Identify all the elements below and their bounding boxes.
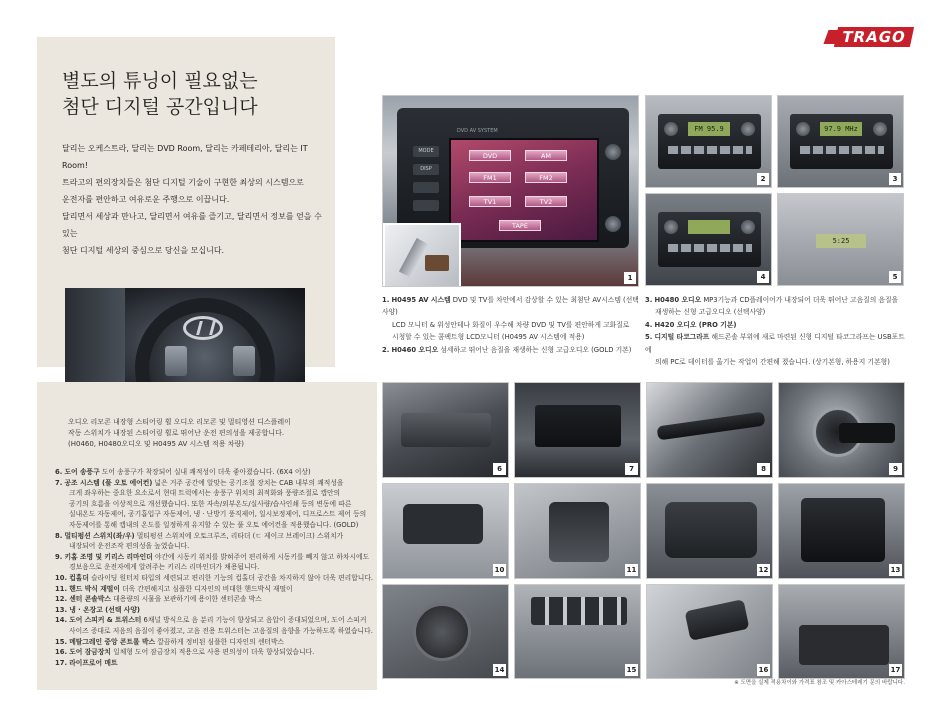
photo-number: 6 [493, 463, 506, 475]
feature-text: 슬라이딩 원터치 타입의 세련되고 편리한 기능의 컵홀더 공간을 차지하지 않아 더욱 편리합니다. [88, 573, 374, 582]
right-remote-buttons [233, 346, 255, 376]
footnote: ※ 도면을 실제 적용차이와 가격표 참조 및 카아스테레기 문의 바랍니다. [734, 680, 905, 686]
spec-line [645, 306, 907, 318]
feature-text: 야간에 시동키 위치를 밝혀주어 편리하게 시동키를 빼지 않고 하차시에도 [152, 552, 370, 561]
feature-number: 8. [55, 531, 63, 540]
photo-number: 3 [889, 173, 901, 185]
feature-text: 크게 좌우하는 중요한 요소로서 현대 트럭에서는 송풍구 위치의 최적화와 풍량조절로 캡안의 [69, 489, 341, 498]
feature-text: 공기의 흐름을 이상적으로 개선했습니다. 또한 자속/외부온도/실사량/습사인쇄 등의 변동에 따른 [69, 499, 352, 508]
feature-number: 16. [55, 648, 68, 657]
spec-line [645, 331, 907, 356]
radio-display: FM 95.9 [688, 122, 730, 136]
tune-knob-icon [741, 122, 755, 136]
switch-row-shape [531, 597, 627, 625]
fridge-shape [801, 498, 885, 562]
photo-number: 5 [889, 271, 901, 283]
feature-text: 경보음으로 운전자에게 알려주는 키리스 리마인더가 채용됩니다. [69, 563, 260, 572]
spec-title: H420 오디오 (PRO 기본) [654, 320, 737, 329]
tune-knob-icon [873, 122, 887, 136]
photo-number: 16 [758, 666, 769, 674]
spec-line [645, 356, 907, 368]
volume-knob-icon [796, 122, 810, 136]
feature-title: 도어 스피커 & 트위스터 [69, 616, 142, 625]
spec-line [382, 294, 640, 319]
feature-list [55, 467, 385, 668]
spec-text: 섬세하고 뛰어난 음질을 재생하는 신형 고급오디오 (GOLD 기본) [438, 345, 632, 354]
spec-number: 1. [382, 296, 390, 304]
stalk-shape [657, 412, 766, 441]
feature-item [55, 531, 385, 542]
feature-item [55, 658, 385, 669]
feature-number: 15. [55, 637, 68, 646]
photo-door-vent [382, 382, 509, 478]
feature-text: 멀티펑션 스위치에 오토크루즈, 리타더 (ㄷ 제이크 브레이크) 스위치가 [134, 531, 344, 540]
feature-item [55, 509, 385, 520]
logo-text: TRAGO [834, 27, 914, 47]
preset-keys [668, 146, 752, 154]
feature-item [55, 584, 385, 595]
lcd-antenna-inset-photo [383, 223, 461, 287]
preset-keys [800, 146, 884, 154]
photo-number: 9 [889, 463, 902, 475]
photo-center-console [646, 483, 773, 579]
spec-line [645, 319, 907, 331]
feature-text: 자동제어를 통해 캡내의 온도를 일정하게 유지할 수 있는 풀 오토 에어컨을 적용했습니다. (GOLD) [69, 520, 359, 529]
feature-item [55, 605, 385, 616]
aircon-panel-shape [535, 405, 621, 447]
feature-text: 더욱 간편해지고 심플한 디자인의 비대한 핸드박식 재떨이 [119, 584, 293, 593]
screen-button-dvd: DVD [469, 150, 511, 161]
photo-h420-audio [645, 193, 772, 286]
hyundai-emblem-icon [183, 316, 223, 340]
screen-button-tv2: TV2 [525, 196, 567, 207]
trago-logo [826, 27, 912, 47]
photo-floor-mat [778, 584, 905, 679]
photo-h0480-audio [777, 95, 904, 188]
feature-item [55, 626, 385, 637]
feature-title: 라이프로어 매트 [69, 658, 118, 667]
spec-line [645, 294, 907, 306]
spec-title: H0495 AV 시스템 [391, 296, 451, 304]
cup-holder-shape [403, 504, 483, 544]
feature-number: 7. [55, 478, 63, 487]
mat-shape [799, 625, 889, 665]
screen-button-am: AM [525, 150, 567, 161]
spec-text: LCD 모니터 & 위성안테나 화질이 우수해 차량 DVD 및 TV를 편안하게 고화질로 [392, 320, 630, 329]
spec-number: 5. [645, 333, 653, 342]
photo-ashtray [514, 483, 641, 579]
feature-title: 멀티펑션 스위치(좌/우) [64, 531, 135, 540]
left-remote-buttons [165, 346, 187, 376]
spec-number: 2. [382, 345, 390, 354]
feature-number: 14. [55, 616, 68, 625]
tune-knob-icon [741, 220, 755, 234]
spec-title: H0480 오디오 [654, 296, 702, 304]
feature-title: 도어 잠금장치 [69, 648, 111, 657]
spec-list-right [645, 294, 907, 368]
photo-number: 2 [757, 173, 769, 185]
photo-number: 14 [494, 666, 505, 674]
feature-title: 센터 콘솔박스 [69, 595, 111, 604]
photo-number: 15 [626, 666, 637, 674]
preset-keys [668, 244, 752, 252]
key-icon [839, 423, 895, 443]
photo-auto-aircon [514, 382, 641, 478]
photo-h0460-audio [645, 95, 772, 188]
feature-item [55, 488, 385, 499]
intro-line: 달리면서 세상과 만나고, 달리면서 여유를 즐기고, 달리면서 정보를 얻을 수 있는 [62, 212, 322, 238]
tachograph-display: 5:25 [816, 234, 866, 248]
intro-paragraph [62, 140, 332, 259]
spec-text: 해드콘솔 부위에 새로 마련된 신형 디지털 타코그라프는 USB포트에 [645, 333, 905, 354]
photo-number: 4 [757, 271, 769, 283]
door-panel-shape [401, 413, 491, 447]
intro-line: 운전자를 편안하고 여유로운 주행으로 이끕니다. [62, 195, 230, 204]
feature-item [55, 520, 385, 531]
spec-text: DVD 및 TV를 차안에서 감상할 수 있는 최첨단 AV시스템 (선택사양) [382, 296, 639, 317]
feature-title: 도어 송풍구 [64, 468, 100, 476]
intro-line: 첨단 디지털 세상의 중심으로 당신을 모십니다. [62, 246, 225, 255]
feature-title: 컵홀더 [69, 573, 89, 582]
photo-refrigerator [778, 483, 905, 579]
photo-number: 10 [494, 566, 505, 574]
feature-item [55, 594, 385, 605]
photo-metal-control-box [514, 584, 641, 679]
feature-item [55, 637, 385, 648]
feature-item [55, 478, 385, 489]
feature-text: 사이즈 증대로 저음의 음질이 좋아졌고, 고음 전용 트위스터는 고음질의 음향을 가능하도록 하였습니다. [69, 626, 373, 635]
feature-item [55, 562, 385, 573]
feature-text: 내장되어 운전조작 편의성을 높였습니다. [69, 542, 190, 551]
feature-number: 11. [55, 584, 68, 593]
screen-button-fm2: FM2 [525, 172, 567, 183]
photo-digital-tachograph [777, 193, 904, 286]
caption-line: 작동 스위치가 내장된 스티어링 휠로 뛰어난 운전 편의성을 제공합니다. [68, 429, 285, 437]
photo-door-lock [646, 584, 773, 679]
feature-title: 냉 · 온장고 (선택 사양) [69, 605, 141, 614]
av-key-mode: MODE [413, 146, 439, 157]
feature-title: 메탈그레인 중앙 콘트롤 박스 [69, 637, 156, 646]
radio-unit [790, 114, 893, 169]
photo-av-system [382, 95, 639, 287]
feature-title: 핸드 박식 재떨이 [69, 584, 120, 593]
photo-number: 13 [890, 566, 901, 574]
spec-list-left [382, 294, 640, 356]
radio-display: 97.9 MHz [820, 122, 862, 136]
feature-number: 12. [55, 595, 68, 604]
feature-number: 17. [55, 658, 68, 667]
av-key [413, 200, 439, 211]
feature-item [55, 615, 385, 626]
spec-number: 3. [645, 296, 653, 304]
feature-item [55, 647, 385, 658]
feature-text: 도어 송풍구가 착장되어 실내 쾌적성이 더욱 좋아졌습니다. (6X4 이상) [99, 468, 311, 476]
spec-line [382, 344, 640, 356]
spec-title: H0460 오디오 [391, 345, 439, 354]
spec-number: 4. [645, 320, 653, 329]
radio-display [688, 220, 730, 234]
feature-title: 키홈 조명 및 키리스 리마인더 [64, 552, 153, 561]
photo-number: 1 [624, 272, 636, 284]
photo-number: 12 [758, 566, 769, 574]
feature-number: 6. [55, 468, 63, 476]
feature-number: 9. [55, 552, 63, 561]
photo-number: 11 [626, 566, 637, 574]
feature-item [55, 467, 385, 478]
av-knob-icon [605, 144, 621, 160]
feature-item [55, 573, 385, 584]
console-box-shape [665, 502, 757, 558]
volume-knob-icon [664, 122, 678, 136]
feature-item [55, 499, 385, 510]
feature-title: 공조 시스템 (풀 오토 에어컨) [64, 478, 153, 487]
volume-knob-icon [664, 220, 678, 234]
screen-button-tv1: TV1 [469, 196, 511, 207]
av-knob-icon [605, 216, 621, 232]
photo-number: 17 [890, 666, 901, 674]
spec-text: 의해 PC로 데이터를 옮기는 작업이 간편해 졌습니다. (상기본형, 하용지 기본형) [655, 358, 890, 367]
photo-cup-holder [382, 483, 509, 579]
photo-door-speaker [382, 584, 509, 679]
feature-text: 깔끔하게 정비된 심플한 디자인의 센터박스 [155, 637, 285, 646]
radio-unit [658, 114, 761, 169]
caption-line: 오디오 리모콘 내장형 스티어링 휠 오디오 리모콘 및 멀티영션 디스플레이 [68, 418, 291, 426]
feature-text: 대용량의 시물을 보관하기에 용이한 센터콘솔 박스 [110, 595, 262, 604]
radio-unit [658, 212, 761, 267]
intro-line: 달리는 오케스트라, 달리는 DVD Room, 달리는 카페테리아, 달리는 IT Room! [62, 144, 308, 170]
page-headline [62, 68, 322, 120]
av-key-disp: DISP [413, 164, 439, 175]
screen-button-fm1: FM1 [469, 172, 511, 183]
feature-number: 13. [55, 605, 68, 614]
caption-line: (H0460, H0480오디오 및 H0495 AV 시스템 적용 차량) [68, 440, 245, 448]
photo-key-light [778, 382, 905, 478]
feature-text: 실내온도 자동제어, 공기흡입구 자동제어, 냉 · 난방기 풍직제어, 일시보정제어, 디프로스트 제어 등의 [69, 510, 367, 519]
screen-button-tape: TAPE [499, 220, 541, 231]
spec-text: 시청할 수 있는 콤팩트형 LCD모니터 (H0495 AV 시스템에 적용) [392, 333, 585, 342]
feature-text: 6채널 방식으로 음 분리 기능이 향상되고 음압이 증대되었으며, 도어 스피커 [141, 616, 367, 625]
feature-text: 넓은 거주 공간에 알맞는 공기조절 장치는 CAB 내부의 쾌적성을 [152, 478, 344, 487]
ashtray-shape [549, 502, 609, 562]
steering-caption [68, 417, 308, 450]
av-key [413, 182, 439, 193]
photo-number: 8 [757, 463, 770, 475]
spec-line [382, 319, 640, 331]
speaker-icon [413, 603, 471, 661]
intro-line: 트라고의 편의장치들은 첨단 디지털 기술이 구현한 최상의 시스템으로 [62, 178, 304, 187]
feature-item [55, 541, 385, 552]
photo-number: 7 [625, 463, 638, 475]
av-brand-text: DVD AV SYSTEM [457, 128, 498, 134]
av-touch-screen [449, 138, 599, 242]
headline-line-1: 별도의 튜닝이 필요없는 [62, 70, 258, 92]
spec-text: 재생하는 신형 고급오디오 (선택사양) [655, 308, 766, 317]
feature-text: 일체형 도어 잠금장치 적용으로 사용 편의성이 더욱 향상되었습니다. [110, 648, 315, 657]
spec-line [382, 331, 640, 343]
headline-line-2: 첨단 디지털 공간입니다 [62, 96, 258, 118]
spec-title: 디지털 타코그라프 [654, 333, 710, 342]
photo-multifunction-switch [646, 382, 773, 478]
door-handle-shape [685, 599, 750, 641]
feature-number: 10. [55, 573, 68, 582]
feature-item [55, 552, 385, 563]
spec-text: MP3기능과 CD플레이어가 내장되어 더욱 뛰어난 고음질의 음질을 [701, 296, 899, 304]
